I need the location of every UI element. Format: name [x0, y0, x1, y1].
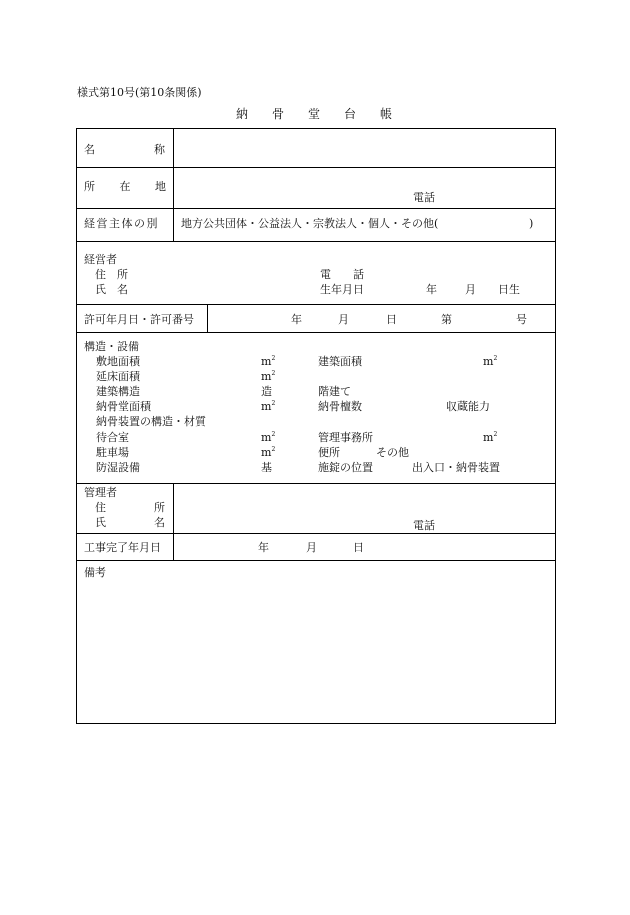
permit-field[interactable]	[210, 306, 554, 330]
title-char: 堂	[307, 107, 320, 121]
birth-day-label: 日生	[498, 283, 520, 296]
permit-no-suffix: 号	[516, 313, 527, 326]
title-char: 帳	[379, 107, 392, 121]
structure-item-right-label: 便所	[318, 446, 340, 459]
structure-item-right-label: 施錠の位置	[318, 461, 373, 474]
page-title	[236, 108, 392, 121]
structure-item-unit: 基	[261, 461, 272, 474]
operator-birth-label: 生年月日	[320, 283, 364, 296]
birth-year-label: 年	[426, 283, 437, 296]
structure-item-unit: $m^2$	[261, 355, 276, 368]
structure-item-right-label: 階建て	[318, 385, 351, 398]
operator-type-label: 経営主体の別	[84, 217, 159, 230]
permit-month-label: 月	[338, 313, 349, 326]
location-label: 所 在 地	[84, 180, 166, 193]
permit-year-label: 年	[291, 313, 302, 326]
completion-field[interactable]	[174, 534, 554, 556]
column-divider	[207, 304, 208, 332]
row-divider	[77, 560, 555, 561]
structure-item-label: 敷地面積	[96, 355, 140, 368]
location-field[interactable]	[174, 168, 554, 206]
operator-heading: 経営者	[84, 253, 117, 266]
operator-type-close: )	[529, 217, 534, 230]
structure-item-right-unit: $m^2$	[483, 355, 498, 368]
permit-no-prefix: 第	[441, 313, 452, 326]
manager-heading: 管理者	[84, 486, 117, 499]
title-char: 骨	[271, 107, 284, 121]
structure-item-label: 納骨装置の構造・材質	[96, 415, 206, 428]
structure-item-label: 防湿設備	[96, 461, 140, 474]
operator-type-other-field[interactable]	[460, 211, 526, 233]
structure-item-label: 待合室	[96, 431, 129, 444]
structure-item-unit: $m^2$	[261, 431, 276, 444]
structure-item-right-unit: その他	[376, 446, 409, 459]
operator-type-options: 地方公共団体・公益法人・宗教法人・個人・その他(	[181, 217, 439, 230]
name-field[interactable]	[174, 130, 554, 166]
permit-label: 許可年月日・許可番号	[84, 313, 194, 326]
manager-address-label: 住 所	[95, 501, 165, 514]
manager-name-label: 氏 名	[95, 516, 165, 529]
manager-field[interactable]	[174, 484, 554, 530]
operator-address-label: 住 所	[95, 268, 128, 281]
structure-item-unit: 造	[261, 385, 272, 398]
completion-label: 工事完了年月日	[84, 541, 161, 554]
structure-item-label: 延床面積	[96, 370, 140, 383]
operator-phone-label: 電 話	[320, 268, 364, 281]
name-label: 名 称	[84, 143, 165, 156]
form-number: 様式第10号(第10条関係)	[77, 86, 202, 99]
structure-item-right-label: 建築面積	[318, 355, 362, 368]
row-divider	[77, 332, 555, 333]
title-char: 納	[236, 107, 249, 121]
structure-item-label: 駐車場	[96, 446, 129, 459]
structure-item-unit: $m^2$	[261, 370, 276, 383]
birth-month-label: 月	[465, 283, 476, 296]
permit-day-label: 日	[386, 313, 397, 326]
structure-heading: 構造・設備	[84, 340, 139, 353]
row-divider	[77, 304, 555, 305]
manager-phone-label: 電話	[413, 519, 435, 532]
completion-year-label: 年	[258, 541, 269, 554]
row-divider	[77, 241, 555, 242]
location-phone-label: 電話	[413, 191, 435, 204]
operator-name-label: 氏 名	[95, 283, 128, 296]
title-char: 台	[343, 107, 356, 121]
structure-item-label: 納骨堂面積	[96, 400, 151, 413]
row-divider	[77, 208, 555, 209]
structure-item-right-label: 管理事務所	[318, 431, 373, 444]
structure-item-right-unit: $m^2$	[483, 431, 498, 444]
structure-item-unit: $m^2$	[261, 446, 276, 459]
structure-item-label: 建築構造	[96, 385, 140, 398]
completion-day-label: 日	[353, 541, 364, 554]
structure-item-unit: $m^2$	[261, 400, 276, 413]
structure-item-right-unit: 収蔵能力	[446, 400, 490, 413]
structure-item-right-unit: 出入口・納骨装置	[412, 461, 500, 474]
structure-item-right-label: 納骨檀数	[318, 400, 362, 413]
remarks-label: 備考	[84, 566, 106, 579]
completion-month-label: 月	[306, 541, 317, 554]
remarks-field[interactable]	[78, 580, 554, 722]
